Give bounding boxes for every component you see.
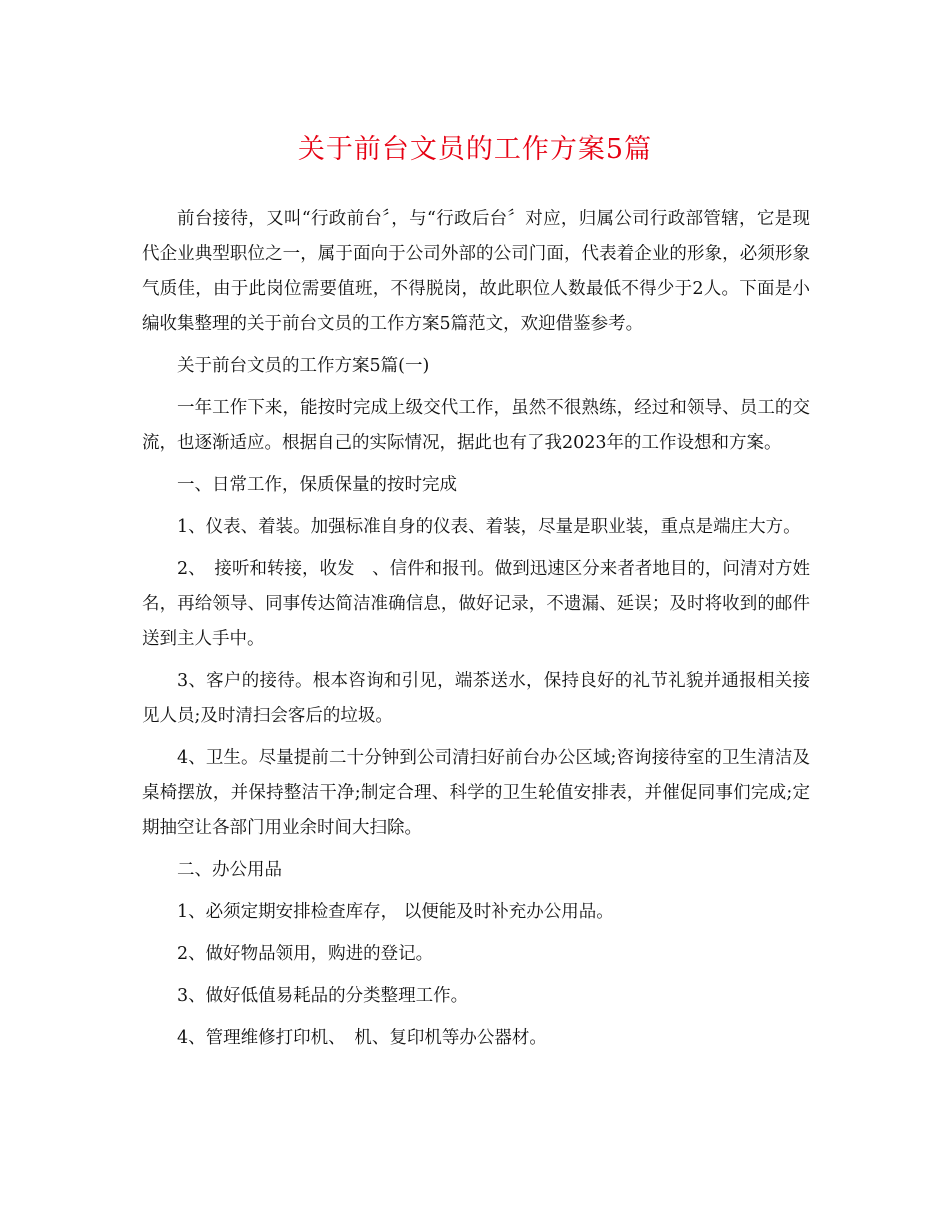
list-item: 2、 接听和转接，收发 、信件和报刊。做到迅速区分来者者地目的，问清对方姓名，再给领导、同事传达简洁准确信息，做好记录，不遗漏、延误；及时将收到的邮件送到主人手中。 bbox=[142, 559, 810, 649]
list-item: 2、做好物品领用，购进的登记。 bbox=[177, 944, 434, 964]
list-item: 1、仪表、着装。加强标准自身的仪表、着装，尽量是职业装，重点是端庄大方。 bbox=[177, 517, 801, 537]
document-body bbox=[142, 202, 810, 1063]
subsection-heading: 一、日常工作，保质保量的按时完成 bbox=[177, 475, 457, 495]
section-heading: 关于前台文员的工作方案5篇(一) bbox=[177, 356, 430, 376]
list-item: 1、必须定期安排检查库存， 以便能及时补充办公用品。 bbox=[177, 902, 614, 922]
subsection-heading: 二、办公用品 bbox=[177, 860, 282, 880]
list-item: 3、客户的接待。根本咨询和引见，端茶送水，保持良好的礼节礼貌并通报相关接见人员;及时清扫会客后的垃圾。 bbox=[142, 671, 810, 726]
list-item: 4、管理维修打印机、 机、复印机等办公器材。 bbox=[177, 1028, 547, 1048]
document-title: 关于前台文员的工作方案5篇 bbox=[297, 134, 653, 165]
list-item: 4、卫生。尽量提前二十分钟到公司清扫好前台办公区域;咨询接待室的卫生清洁及桌椅摆放，并保持整洁干净;制定合理、科学的卫生轮值安排表，并催促同事们完成;定期抽空让各部门用业余时间大扫除。 bbox=[142, 748, 810, 838]
body-paragraph: 一年工作下来，能按时完成上级交代工作，虽然不很熟练，经过和领导、员工的交流，也逐渐适应。根据自己的实际情况，据此也有了我2023年的工作设想和方案。 bbox=[142, 398, 810, 453]
intro-paragraph: 前台接待，又叫“行政前台〞，与“行政后台〞对应，归属公司行政部管辖，它是现代企业典型职位之一，属于面向于公司外部的公司门面，代表着企业的形象，必须形象气质佳，由于此岗位需要值班，不得脱岗，故此职位人数最低不得少于2人。下面是小编收集整理的关于前台文员的工作方案5篇范文，欢迎借鉴参考。 bbox=[142, 209, 810, 334]
list-item: 3、做好低值易耗品的分类整理工作。 bbox=[177, 986, 469, 1006]
